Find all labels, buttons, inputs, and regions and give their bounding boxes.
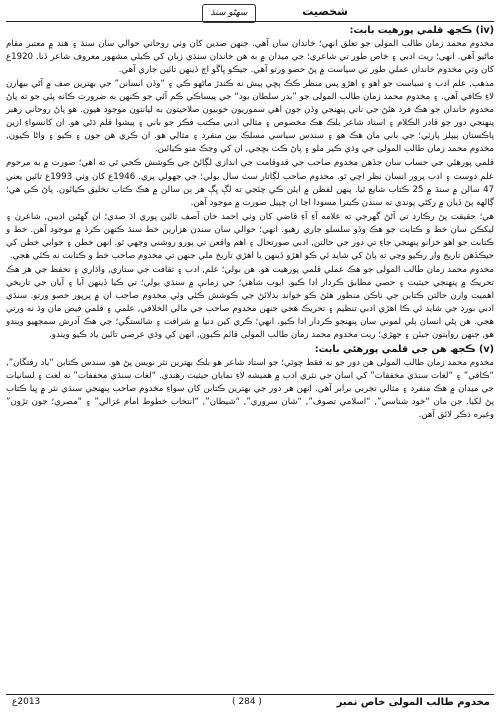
page-header xyxy=(6,4,494,22)
section-heading: (v) ڪجھ هن جي قلمي پورهئي بابت: xyxy=(314,344,494,356)
magazine-logo: سهڻو سنڌ xyxy=(202,4,256,23)
body-paragraph: مخدوم محمد زمان طالب المولى جو هڪ عملي قلمي پورهيت هو. هن بولي؛ علم, ادب ۽ ثقافت جي ستاري, واڌاري ۽ تحفظ جي هر هڪ تحريڪ ۾ پنهنجي حيثيت ۽ حصي مطابق ڪردار ادا ڪيو. ايوب شاهي؛ جي زمانې ۾ سنڌي ٻولي؛ تي ڪيا ڏينهن آيا ۽ آيان جي تاريخي اهميت وارن حالتن ڪتابن جي ناڪن منظور هئڻ ڪو خوانڊ بدلائڻ جي ڪوشش ڪئي وئي مخدوم صاحب ان ۾ پرپور حصو ورتو. سنڌي ادبي بورڊ جي شايد ئي ڪا اهڙي ادبي تنظيم ۽ تحريڪ هجي جنهن مخدوم صاحب جي مالي الخلافي, علمي ۽ قلمي فيض مان وڌ نه ورتي هجي. هن پڻي انسان ٻلي لموني سان پنهنجو ڪردار ادا ڪيو. انهي؛ ڪري کين دنيا ۾ شرافت ۽ شائستگي؛ جي هڪ آدرش سمجهيو ويندو هو, جنهن روايتون جيئن ۽ جهڙي؛ ريت مخدوم محمد زمان طالب المولى قائم ڪيون, انهن کي وڌي عرصي تائين ياد ڪيو ويندو. xyxy=(6,264,494,341)
footer-rule xyxy=(6,694,494,695)
body-paragraph: مذهب, علم ادب ۽ سياست جو اهو ۽ اهڙو پس منظر ڪڪ پڇي پيش نه ڪندڙ ماڻهو ڪي ۽ “وڏن انسانن” جي بهترين صف ۾ آڻي بيهارن لاءِ ڪافي آهي. ۽ مخدوم محمد زمان طالب المولى جو ”بدر سلطان بود“ جي پيساڪي ڪم آئي جو ڪنهن به ضرورت ڪانه پئي جو ته پاڻ مخدوم خاندان جو هڪ فرد هئڻ جي ناتي پنهنجي وڏن جون اهي سموريون خوبيون صلاحيتون به ليانتون موجود هيون. هو پاڻ روحاني رهبر پنهنجي دور جو قادر الڪلام ۽ استاد شاعر بلڪ هڪ مخصوص ۽ مثالي ادبي مڪتب فڪر جو باني ۽ پيشوا قلم ڌڻي هو. ان کانسواءِ ازين پاڪستان پيپلز پارٽي؛ جي باني مان هڪ هو ۽ سندس سياسي مسلڪ بين منفرد ۽ مثالي هو. ان ڪري هن جون ۽ ڪيو ۽ واڻا ڪيون, مخدوم محمد زمان طالب المولى جي وڌي ڪير ملو ۽ پاڻ ڪٺ بڇجي, ان کي وڃڪ منو ڪيائين. xyxy=(6,79,494,155)
page-footer xyxy=(6,694,494,710)
section-title: شخصيت xyxy=(302,5,348,18)
issue-label: مخدوم طالب المولى خاص نمبر xyxy=(336,697,490,708)
issue-year: 2013ع xyxy=(12,697,41,707)
body-paragraph: هي؛ حقيقت پڻ رڪارڊ تي آڻڻ گهرجي ته علامه آءِ آءِ قاضي کان وٺي احمد خان آصف تائين پوري اڌ صدي؛ ان گهڻين اديبن, شاعرن ۽ ليکڪن سان خط و ڪتابت جو هڪ وڏو سلسلو جاري رهيو. انهي؛ حوالي سان سندن هزارين خط سنڌ ڪنهن ڪرڏ ۾ موجود آهن. خط و ڪتابت جو اهو خزانو پنهنجي جاءِ تي دور جي حالتن, ادبي صورتحال ۽ اهم واقعن تي پورو روشني وجهي ٿو. انهن خطن ۽ جوابي خطن کي جيڪڏهن تاريخ وار رڪيو وڃي ته پاڻ کي شايد ئي ڪو اهڙو ڏينهن يا اهڙي تاريخ ملي جنهن تي مخدوم صاحب خط و ڪتابت نه ڪئي هجي. xyxy=(6,211,494,261)
body-paragraph: مخدوم محمد زمان طالب المولى هن دور جو نه فقط چوٽي؛ جو استاد شاعر هو بلڪ بهترين نثر نويس پڻ هو. سندس ڪتابن “ياد رفتگان”, “ڪافي” ۽ “لغات سنڌي مخففات” کي اسان جي نثري ادب ۾ هميشه لاءِ نمايان حيثيت رهندي. “لغات سنڌي مخففات” نه لغت ۽ لسانيات جي ميدان ۾ هڪ منفرد ۽ مثالي تجربي برابر آهي. انهن هر دور جي بهترين ڪتابن کان سواءِ مخدوم صاحب پنهنجي سنڌي نثر ۾ ڀيا ڪتاب پڻ لکيا. جن مان “خود شناسي”, “اسلامي تصوف”, “شان سروري”, “شيطان”, “انتخاب خطوط امام غزالي” ۽ “مصري؛ جون تڙون” وغيره ذڪر لائق آهن. xyxy=(6,358,494,421)
section-heading: (iv) ڪجھ قلمي پورهيت بابت: xyxy=(349,25,494,36)
article-body xyxy=(6,24,494,423)
body-paragraph: مخدوم محمد زمان طالب المولى جو تعلق انهي؛ خاندان سان آهي. جنهن صدين کان وٺي روحاني حوالي سان سنڌ ۽ هند ۾ معتبر مقام ماڻيو آهي. انهي؛ ريت ادبي ۽ خاص طور تي شاعري؛ جي ميدان ۾ به هن خاندان سنڌي زبان کي ڪيئي مشهور معروف شاعر ڏنا. 1920ع کان وٺي مخدوم خاندان عملي طور تي سياست ۾ پڻ حصو ورتو آهي. جيڪو ڀاڱو اڄ ڏينهن تائين جاري آهي. xyxy=(6,39,494,76)
page-number: ( 284 ) xyxy=(232,697,262,707)
body-paragraph: قلمي پورهئي جي حساب سان جڏهن مخدوم صاحب جي قدوقامت جي اندازي لڳائڻ جي ڪوشش ڪجي ٿي ته اهي؛ صورت ۾ به مرحوم علم دوست ۽ ادب پرور انسان نظر اچي ٿو. مخدوم صاحب لڳاتار سٺ سال بولي؛ جي جهولي پري. 1946ع کان وٺي 1993ع تائين يعني 47 سالن ۾ سنڌ ۾ 25 ڪتاب شايع ٿيا. پنهن لفظن ۾ ايئن ڪي چئجي ته لڳ ڀڳ هر ٻن سالن ۾ هڪ ڪتاب تخليق ڪيائون. پاڻ ڪي هي؛ ڳالهه پڻ ڏيان ۾ رکڻي پوندي ته سندن ڪيترا مسودا اڃا ان ڇپيل صورت ۾ موجود آهن. xyxy=(6,158,495,208)
header-rule xyxy=(6,21,494,22)
